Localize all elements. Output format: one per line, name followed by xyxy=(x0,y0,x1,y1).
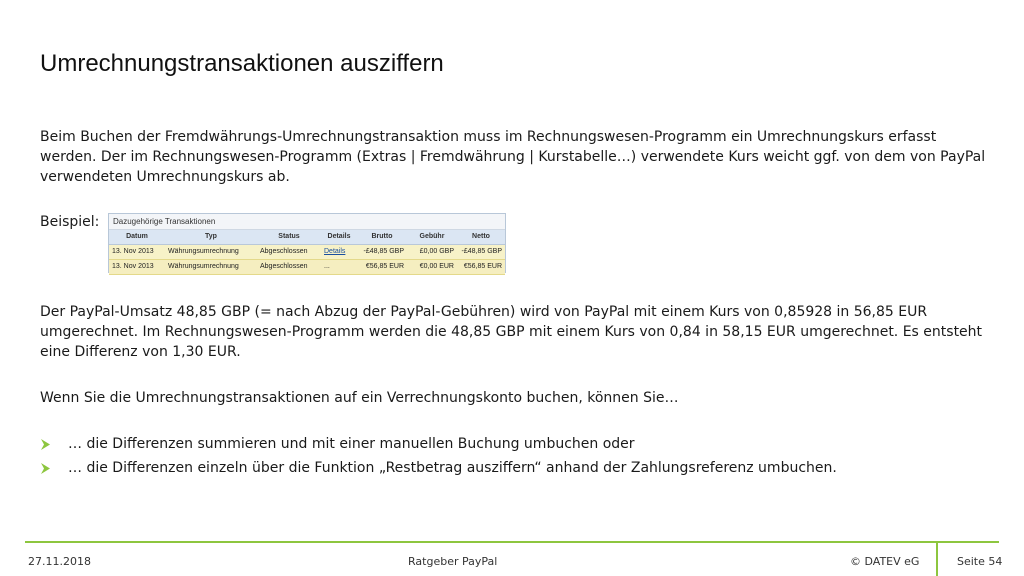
slide-title: Umrechnungstransaktionen ausziffern xyxy=(40,50,444,77)
options-paragraph: Wenn Sie die Umrechnungstransaktionen auf ein Verrechnungskonto buchen, können Sie… xyxy=(40,390,679,406)
list-item xyxy=(40,458,837,482)
footer-date: 27.11.2018 xyxy=(28,555,91,568)
table-header-row xyxy=(109,230,505,245)
transactions-caption: Dazugehörige Transaktionen xyxy=(109,214,505,230)
table-row xyxy=(109,245,505,260)
list-item-text: … die Differenzen summieren und mit einer manuellen Buchung umbuchen oder xyxy=(68,436,635,452)
cell-gebuehr: €0,00 EUR xyxy=(419,263,454,270)
arrow-bullet-icon xyxy=(40,439,51,450)
cell-datum: 13. Nov 2013 xyxy=(112,248,154,255)
cell-datum: 13. Nov 2013 xyxy=(112,263,154,270)
table-row xyxy=(109,260,505,275)
header-status: Status xyxy=(278,233,300,240)
example-label: Beispiel: xyxy=(40,214,100,230)
header-gebuehr: Gebühr xyxy=(419,233,445,240)
options-list xyxy=(40,434,837,482)
cell-typ: Währungsumrechnung xyxy=(168,263,239,270)
header-details: Details xyxy=(327,233,351,240)
footer-page-number: Seite 54 xyxy=(957,555,1003,568)
cell-netto: €56,85 EUR xyxy=(463,263,502,270)
details-link[interactable]: Details xyxy=(324,248,346,255)
intro-paragraph: Beim Buchen der Fremdwährungs-Umrechnungstransaktion muss im Rechnungswesen-Programm ein Umrechnungskurs erfasst werden. Der im Rechnungswesen-Programm (Extras | Fremdwährung | Kurstabelle…) verwendete Kurs weicht ggf. von dem von PayPal verwendeten Umrechnungskurs ab. xyxy=(40,129,986,185)
list-item-text: … die Differenzen einzeln über die Funktion „Restbetrag ausziffern“ anhand der Zahlungsreferenz umbuchen. xyxy=(68,460,837,476)
cell-gebuehr: £0,00 GBP xyxy=(419,248,454,255)
footer-document-title: Ratgeber PayPal xyxy=(408,555,498,568)
cell-typ: Währungsumrechnung xyxy=(168,248,239,255)
header-datum: Datum xyxy=(126,233,148,240)
list-item xyxy=(40,434,837,458)
footer-page-separator xyxy=(936,541,938,576)
example-paragraph: Der PayPal-Umsatz 48,85 GBP (= nach Abzug der PayPal-Gebühren) wird von PayPal mit einem Kurs von 0,85928 in 56,85 EUR umgerechnet. Im Rechnungswesen-Programm werden die 48,85 GBP mit einem Kurs von 0,84 in 58,15 EUR umgerechnet. Es entsteht eine Differenz von 1,30 EUR. xyxy=(40,304,983,360)
arrow-bullet-icon xyxy=(40,463,51,474)
cell-brutto: €56,85 EUR xyxy=(365,263,404,270)
cell-netto: -£48,85 GBP xyxy=(461,248,502,255)
cell-brutto: -£48,85 GBP xyxy=(363,248,404,255)
cell-details: ... xyxy=(324,263,330,270)
cell-status: Abgeschlossen xyxy=(260,248,308,255)
header-netto: Netto xyxy=(472,233,490,240)
footer-divider xyxy=(25,541,999,543)
footer-copyright: © DATEV eG xyxy=(850,555,920,568)
header-typ: Typ xyxy=(205,233,217,240)
header-brutto: Brutto xyxy=(371,233,393,240)
transactions-table xyxy=(108,213,506,273)
cell-status: Abgeschlossen xyxy=(260,263,308,270)
